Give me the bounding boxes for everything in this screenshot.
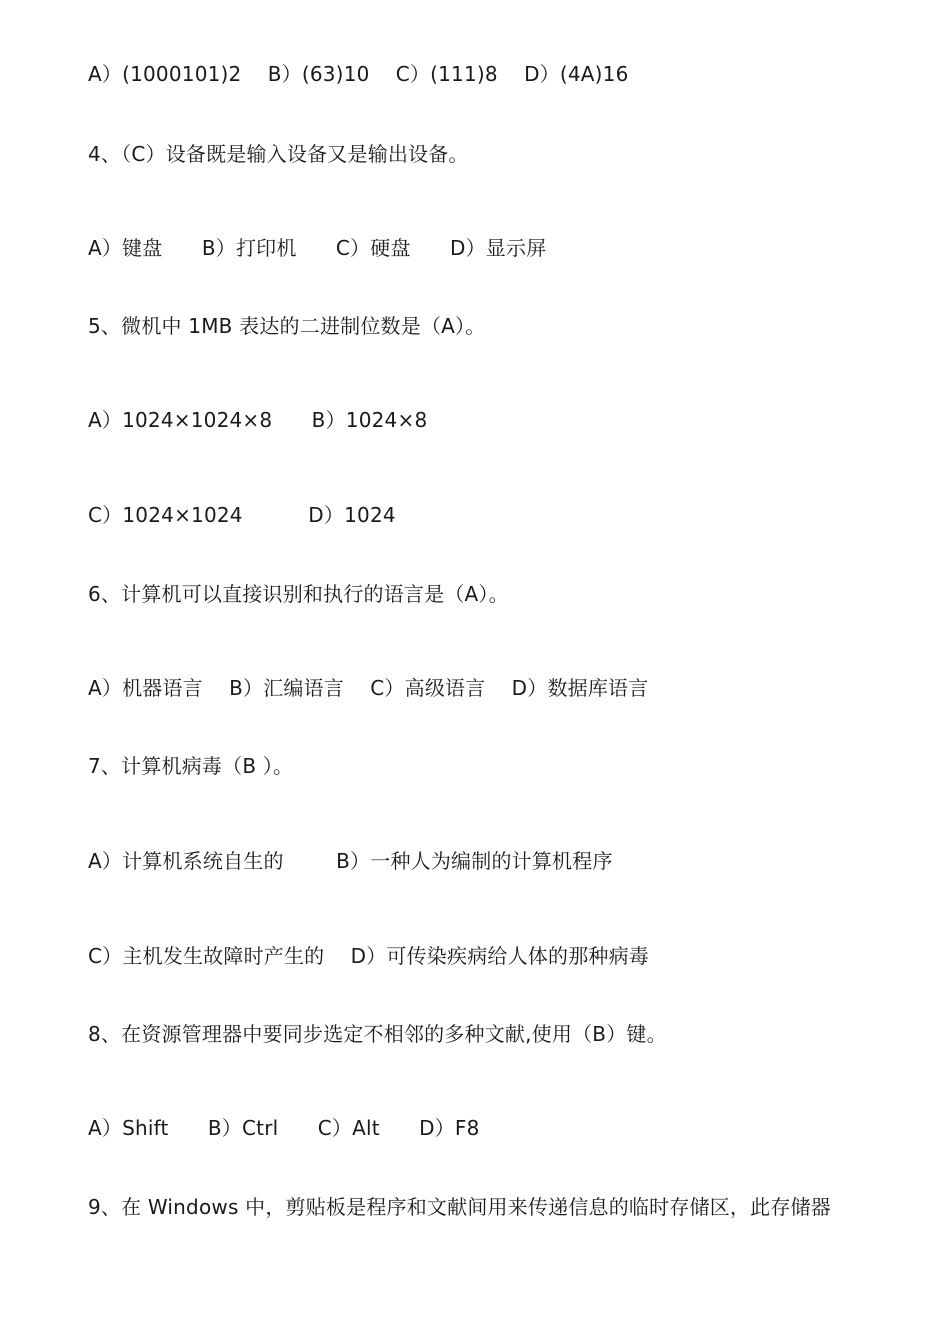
q7-options-ab: A）计算机系统自生的 B）一种人为编制的计算机程序 <box>88 849 613 873</box>
q6-question: 6、计算机可以直接识别和执行的语言是（A）。 <box>88 582 509 606</box>
q4-question: 4、（C）设备既是输入设备又是输出设备。 <box>88 142 469 166</box>
q8-options: A）Shift B）Ctrl C）Alt D）F8 <box>88 1116 480 1140</box>
q7-options-cd: C）主机发生故障时产生的 D）可传染疾病给人体的那种病毒 <box>88 944 649 968</box>
q3-options: A）(1000101)2 B）(63)10 C）(111)8 D）(4A)16 <box>88 62 629 86</box>
q7-question: 7、计算机病毒（B ）。 <box>88 754 294 778</box>
q5-question: 5、微机中 1MB 表达的二进制位数是（A）。 <box>88 314 486 338</box>
q6-options: A）机器语言 B）汇编语言 C）高级语言 D）数据库语言 <box>88 676 649 700</box>
q9-question: 9、在 Windows 中，剪贴板是程序和文献间用来传递信息的临时存储区，此存储器 <box>88 1195 831 1219</box>
q4-options: A）键盘 B）打印机 C）硬盘 D）显示屏 <box>88 236 547 260</box>
q5-options-ab: A）1024×1024×8 B）1024×8 <box>88 408 428 432</box>
q5-options-cd: C）1024×1024 D）1024 <box>88 503 396 527</box>
q8-question: 8、在资源管理器中要同步选定不相邻的多种文献,使用（B）键。 <box>88 1022 667 1046</box>
